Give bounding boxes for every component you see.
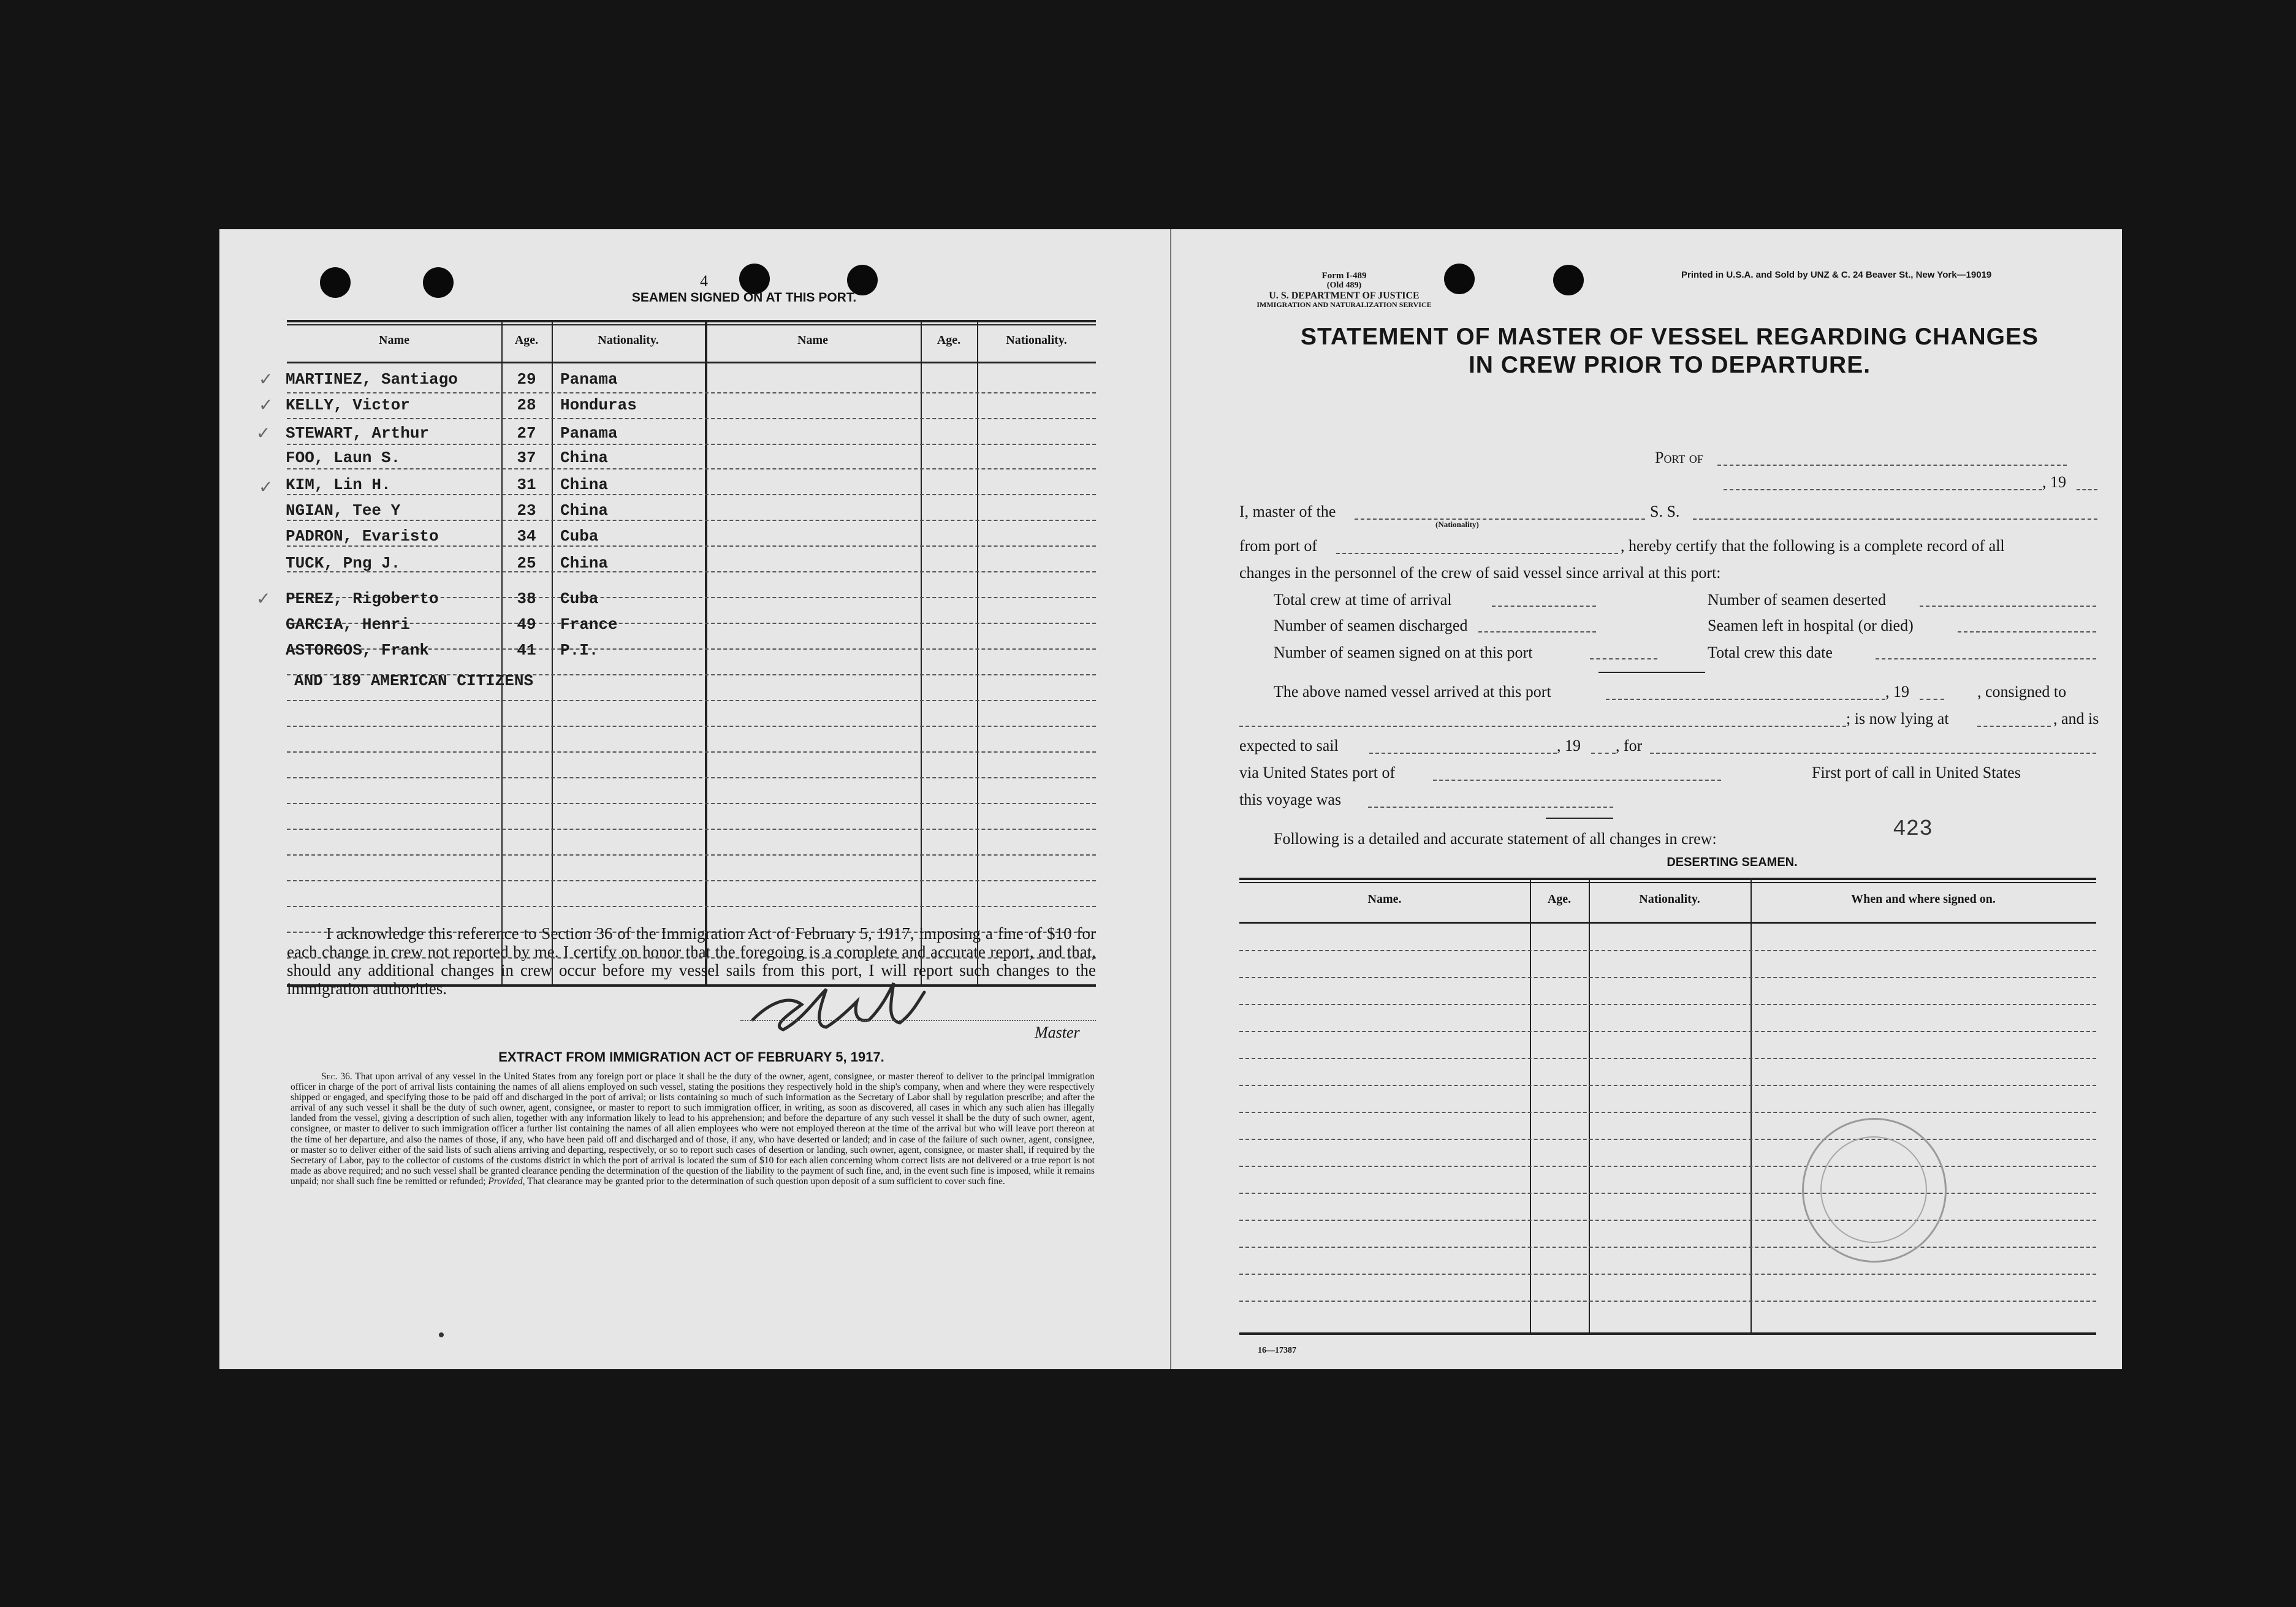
desert-row-line: [1239, 1247, 2096, 1248]
voyage-field[interactable]: [1368, 807, 1613, 808]
master-prefix: I, master of the: [1239, 503, 1336, 520]
desert-col-divider: [1530, 879, 1531, 1332]
extract-text: That upon arrival of any vessel in the United States from any foreign port or place it shall be the duty of the owner, agent, consignee, or master thereof to deliver to the principal immigration officer in charge of the port of arrival lists containing the names of all aliens employed on such vessel, stating the positions they respectively hold in the ship's company, when and where they were respectively shipped or engaged, and specifying those to be paid off and discharged in the port of arrival; or lists containing so much of such information as the Secretary of Labor shall by regulation prescribe; and after the arrival of any such vessel it shall be the duty of such owner, agent, consignee, or master to report to such immigration officer, in writing, as soon as discovered, all cases in which any such alien has illegally landed from the vessel, giving a description of such alien, together with any information likely to lead to his apprehension; and before the departure of any such vessel it shall be the duty of such owner, agent, consignee, or master to deliver to such immigration officer a further list containing the names of all alien employees who were not employed thereon at the time of the arrival but who will leave port thereon at the time of her departure, and also the names of those, if any, who have been paid off and discharged and of those, if any, who have deserted or landed; and in case of the failure of such owner, agent, consignee, or master so to deliver either of the said lists of such aliens arriving and departing, respectively, or so to report such cases of desertion or landing, such owner, agent, consignee, or master shall, if required by the Secretary of Labor, pay to the collector of customs of the customs district in which the port of arrival is located the sum of $10 for each alien concerning whom correct lists are not delivered or a true report is not made as above required; and no such vessel shall be granted clearance pending the determination of the question of the liability to the payment of such fine, and, in the event such fine is imposed, while it remains unpaid; nor shall such fine be remitted or refunded;: [291, 1071, 1095, 1187]
seaman-nationality: Panama: [560, 424, 618, 443]
check-mark: ✓: [256, 590, 271, 609]
first-port-label: First port of call in United States: [1812, 764, 2021, 781]
voyage-label: this voyage was: [1239, 791, 1342, 808]
col-header-age: Age.: [514, 333, 539, 347]
seaman-name: KIM, Lin H.: [286, 476, 391, 494]
stat-label: Number of seamen deserted: [1708, 591, 1886, 609]
year-suffix: , 19: [2042, 473, 2066, 491]
sail-year-field[interactable]: [1591, 753, 1616, 754]
desert-table-header-rule: [1239, 922, 2096, 924]
stat-field[interactable]: [1958, 631, 2096, 633]
desert-col-divider: [1751, 879, 1752, 1332]
seaman-age: 23: [517, 501, 536, 520]
consigned-label: , consigned to: [1977, 683, 2067, 701]
stat-field[interactable]: [1492, 606, 1596, 607]
stats-rule: [1598, 672, 1705, 673]
seaman-name: NGIAN, Tee Y: [286, 501, 401, 520]
page-fold: [1170, 229, 1171, 1369]
col-header-name-2: Name: [797, 333, 828, 347]
seaman-name: PADRON, Evaristo: [286, 527, 439, 545]
from-port-label: from port of: [1239, 537, 1318, 555]
row-line: [287, 880, 1096, 881]
row-line: [287, 906, 1096, 907]
col-divider: [552, 321, 553, 984]
sail-date-field[interactable]: [1369, 753, 1557, 754]
seaman-nationality: Honduras: [560, 396, 637, 414]
american-citizens-note: AND 189 AMERICAN CITIZENS: [294, 672, 534, 690]
row-line: [287, 854, 1096, 856]
nationality-field[interactable]: [1355, 519, 1645, 520]
row-line: [287, 520, 1096, 521]
port-field[interactable]: [1717, 465, 2067, 466]
changes-text: changes in the personnel of the crew of said vessel since arrival at this port:: [1239, 564, 1721, 582]
col-divider: [705, 321, 707, 984]
nineteen-label: , 19: [1557, 737, 1581, 754]
form-title-line1: STATEMENT OF MASTER OF VESSEL REGARDING CHANGES: [1300, 324, 2039, 350]
page-number: 4: [700, 272, 708, 290]
seaman-age: 25: [517, 554, 536, 572]
desert-col-name: Name.: [1367, 892, 1402, 906]
desert-col-age: Age.: [1547, 892, 1572, 906]
check-mark: ✓: [256, 424, 271, 443]
seaman-age: 34: [517, 527, 536, 545]
footer-code: 16—17387: [1258, 1346, 1296, 1355]
lying-label: ; is now lying at: [1846, 710, 1949, 728]
row-line: [287, 392, 1096, 393]
col-divider: [977, 321, 978, 984]
master-signature: [734, 977, 967, 1044]
acknowledgement-text: I acknowledge this reference to Section 36 of the Immigration Act of February 5, 1917, imposing a fine of $10 for each change in crew not reported by me. I certify on honor that the foregoing is a complete and accurate report, and that, should any additional changes in crew occur before my vessel sails from this port, I will report such changes to the immigration authorities.: [287, 924, 1096, 998]
signature-line: [740, 1020, 1096, 1021]
nineteen-label: , 19: [1885, 683, 1909, 701]
row-line: [287, 571, 1096, 572]
seaman-name: STEWART, Arthur: [286, 424, 430, 443]
col-header-name: Name: [379, 333, 409, 347]
table-header-rule: [287, 362, 1096, 363]
voyage-rule: [1546, 818, 1613, 819]
desert-row-line: [1239, 1058, 2096, 1059]
form-old: (Old 489): [1326, 281, 1362, 290]
desert-row-line: [1239, 1193, 2096, 1194]
seaman-name: GARCIA, Henri: [286, 615, 410, 634]
service-name: IMMIGRATION AND NATURALIZATION SERVICE: [1256, 300, 1432, 309]
desert-row-line: [1239, 1274, 2096, 1275]
row-line: [287, 545, 1096, 547]
desert-row-line: [1239, 1031, 2096, 1032]
desert-row-line: [1239, 1220, 2096, 1221]
punch-hole: [320, 267, 351, 298]
desert-col-when: When and where signed on.: [1851, 892, 1996, 906]
desert-row-line: [1239, 1112, 2096, 1113]
arrival-date-field[interactable]: [1606, 699, 1885, 700]
check-mark: ✓: [259, 370, 273, 389]
row-line: [287, 777, 1096, 778]
extract-provided: Provided,: [488, 1176, 525, 1187]
row-line: [287, 468, 1096, 469]
stamped-number: 423: [1893, 816, 1933, 841]
document-sheet: [219, 229, 2122, 1369]
postmark-stamp-inner: [1820, 1136, 1927, 1243]
ss-label: S. S.: [1650, 503, 1680, 520]
seaman-age: 38: [517, 590, 536, 608]
col-header-age-2: Age.: [937, 333, 961, 347]
port-label: Port of: [1655, 449, 1703, 466]
form-title-line2: IN CREW PRIOR TO DEPARTURE.: [1468, 352, 1871, 378]
row-line: [287, 494, 1096, 495]
desert-row-line: [1239, 1139, 2096, 1140]
desert-row-line: [1239, 1004, 2096, 1005]
desert-row-line: [1239, 950, 2096, 951]
desert-row-line: [1239, 1166, 2096, 1167]
desert-row-line: [1239, 1085, 2096, 1086]
left-heading: SEAMEN SIGNED ON AT THIS PORT.: [631, 291, 857, 305]
col-header-nationality: Nationality.: [598, 333, 659, 347]
row-line: [287, 700, 1096, 701]
deserting-heading: DESERTING SEAMEN.: [1667, 856, 1798, 869]
row-line: [287, 444, 1096, 445]
stat-field[interactable]: [1920, 606, 2096, 607]
extract-body: [291, 1071, 1095, 1187]
stat-label: Number of seamen signed on at this port: [1274, 644, 1533, 661]
via-port-field[interactable]: [1433, 780, 1721, 781]
seaman-name: ASTORGOS, Frank: [286, 641, 430, 659]
nationality-hint: (Nationality): [1435, 520, 1479, 529]
seaman-nationality: Cuba: [560, 590, 599, 608]
punch-hole: [1553, 265, 1584, 295]
following-text: Following is a detailed and accurate statement of all changes in crew:: [1274, 830, 1717, 848]
arrival-year-field[interactable]: [1920, 699, 1944, 700]
stat-field[interactable]: [1478, 631, 1596, 633]
check-mark: ✓: [259, 396, 273, 415]
row-line: [287, 803, 1096, 804]
punch-hole: [1444, 264, 1475, 294]
destination-field[interactable]: [1650, 753, 2096, 754]
date-field[interactable]: [1724, 489, 2042, 490]
seaman-name: FOO, Laun S.: [286, 449, 401, 467]
seaman-nationality: P.I.: [560, 641, 599, 659]
via-label: via United States port of: [1239, 764, 1396, 781]
seaman-nationality: China: [560, 449, 609, 467]
seaman-age: 37: [517, 449, 536, 467]
seaman-nationality: France: [560, 615, 618, 634]
seaman-age: 49: [517, 615, 536, 634]
desert-col-nationality: Nationality.: [1639, 892, 1700, 906]
row-line: [287, 418, 1096, 419]
stat-label: Total crew this date: [1708, 644, 1833, 661]
row-line: [287, 829, 1096, 830]
stat-label: Total crew at time of arrival: [1274, 591, 1452, 609]
seaman-nationality: China: [560, 554, 609, 572]
seaman-name: KELLY, Victor: [286, 396, 410, 414]
seaman-nationality: China: [560, 476, 609, 494]
table-top-rule: [287, 320, 1096, 322]
seaman-age: 29: [517, 370, 536, 389]
seaman-nationality: China: [560, 501, 609, 520]
seaman-age: 31: [517, 476, 536, 494]
desert-table-bottom: [1239, 1332, 2096, 1335]
seaman-nationality: Cuba: [560, 527, 599, 545]
seaman-name: TUCK, Png J.: [286, 554, 401, 572]
ink-speck: [439, 1332, 444, 1337]
row-line: [287, 726, 1096, 727]
check-mark: ✓: [259, 478, 273, 497]
and-is-label: , and is: [2053, 710, 2099, 728]
consignee-field[interactable]: [1239, 726, 1846, 727]
seaman-nationality: Panama: [560, 370, 618, 389]
seaman-name: PEREZ, Rigoberto: [286, 590, 439, 608]
department-name: U. S. DEPARTMENT OF JUSTICE: [1269, 291, 1420, 301]
punch-hole: [423, 267, 454, 298]
expected-label: expected to sail: [1239, 737, 1339, 754]
seaman-age: 28: [517, 396, 536, 414]
desert-row-line: [1239, 977, 2096, 978]
row-line: [287, 751, 1096, 753]
certify-text: , hereby certify that the following is a complete record of all: [1621, 537, 2005, 555]
col-header-nationality-2: Nationality.: [1006, 333, 1067, 347]
extract-tail: That clearance may be granted prior to the determination of such question upon deposit of a sum sufficient to cover such fine.: [527, 1176, 1005, 1187]
printer-line: Printed in U.S.A. and Sold by UNZ & C. 24 Beaver St., New York—19019: [1681, 270, 1992, 280]
arrived-text: The above named vessel arrived at this port: [1274, 683, 1551, 701]
desert-row-line: [1239, 1301, 2096, 1302]
lying-field[interactable]: [1977, 726, 2051, 727]
col-divider: [921, 321, 922, 984]
seaman-age: 41: [517, 641, 536, 659]
year-field[interactable]: [2077, 489, 2097, 490]
extract-heading: EXTRACT FROM IMMIGRATION ACT OF FEBRUARY 5, 1917.: [498, 1049, 884, 1065]
stat-field[interactable]: [1876, 658, 2096, 659]
form-number: Form I-489: [1321, 271, 1367, 281]
from-port-field[interactable]: [1336, 553, 1618, 554]
desert-table-top-inner: [1239, 882, 2096, 883]
vessel-field[interactable]: [1693, 519, 2097, 520]
stat-label: Number of seamen discharged: [1274, 617, 1468, 634]
seaman-age: 27: [517, 424, 536, 443]
for-label: , for: [1616, 737, 1643, 754]
punch-hole: [739, 264, 770, 294]
table-top-rule-inner: [287, 324, 1096, 325]
seaman-name: MARTINEZ, Santiago: [286, 370, 458, 389]
desert-col-divider: [1589, 879, 1590, 1332]
stat-field[interactable]: [1590, 658, 1657, 659]
desert-table-top: [1239, 878, 2096, 880]
signature-label: Master: [1035, 1024, 1080, 1041]
extract-section-label: Sec. 36.: [321, 1071, 352, 1082]
stat-label: Seamen left in hospital (or died): [1708, 617, 1914, 634]
